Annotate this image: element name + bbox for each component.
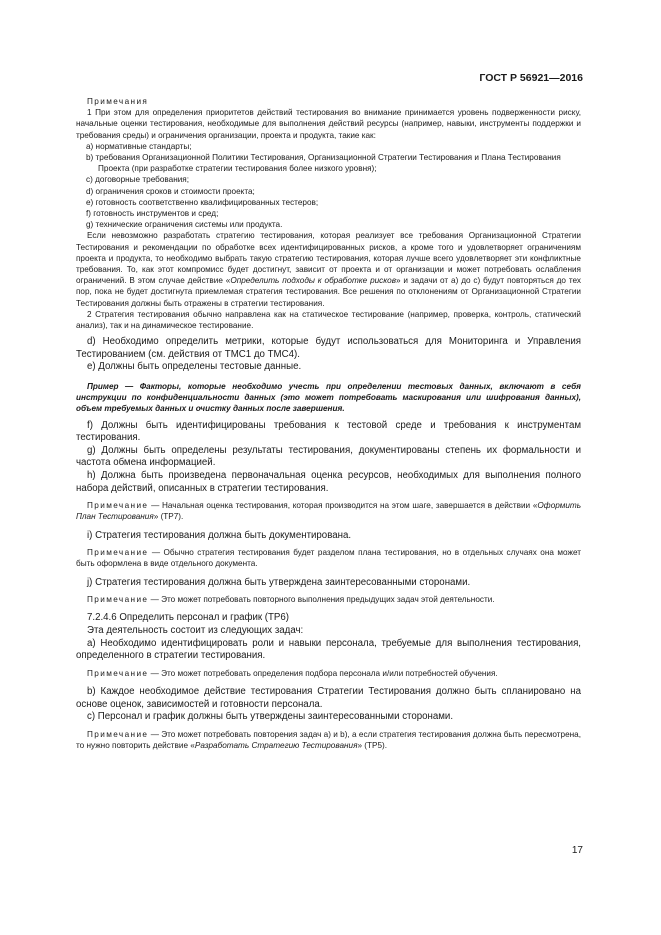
- list-item: c) договорные требования;: [86, 175, 190, 185]
- action-name: Определить подходы к обработке рисков: [230, 276, 396, 286]
- note-h: Примечание — Начальная оценка тестирования, которая производится на этом шаге, завершается в действии «Оформить План Тестирования» (ТР7).: [76, 501, 581, 522]
- task-c: c) Персонал и график должны быть утверждены заинтересованными сторонами.: [87, 711, 454, 723]
- task-d: d) Необходимо определить метрики, которые будут использоваться для Мониторинга и Управления Тестированием (см. действия от ТМС1 до ТМС4).: [76, 336, 581, 360]
- task-j: j) Стратегия тестирования должна быть утверждена заинтересованными сторонами.: [87, 576, 471, 588]
- list-item: b) требования Организационной Политики Тестирования, Организационной Стратегии Тестирования и Плана Тестирования Проекта (при разработке стратегии тестирования более низкого уровня);: [86, 153, 561, 174]
- task-a: a) Необходимо идентифицировать роли и навыки персонала, требуемые для выполнения тестирования, определенного в стратегии тестирования.: [76, 637, 581, 662]
- compromise-paragraph: Если невозможно разработать стратегию тестирования, которая реализует все требования Организационной Стратегии Тестирования и рекомендации по обработке всех идентифицированных рисков, а кроме того и удовлетворяет ограничениям проекта и продукта, то необходимо выбрать такую стратегию тестирования, которая лучше всего удовлетворяет эти конфликтные требования. То, как этот компромисс будет достигнут, зависит от проекта и от организации и может потребовать ослабления ограничений. В этом случае действие «Определить подходы к обработке рисков» и задачи от а) до с) будут повторяться до тех пор, пока не будет достигнута приемлемая стратегия тестирования. Все решения по отклонениям от Организационной Стратегии Тестирования должны быть отражены в стратегии тестирования.: [76, 231, 581, 308]
- section-intro: Эта деятельность состоит из следующих задач:: [87, 625, 304, 637]
- note-i: Примечание — Обычно стратегия тестирования будет разделом плана тестирования, но в отдельных случаях она может быть оформлена в виде отдельного документа.: [76, 548, 581, 569]
- task-e: e) Должны быть определены тестовые данные.: [87, 361, 302, 373]
- list-item: g) технические ограничения системы или продукта.: [86, 220, 283, 230]
- note-2: 2 Стратегия тестирования обычно направлена как на статическое тестирование (например, проверка, контроль, статический анализ), так и на динамическое тестирование.: [76, 309, 581, 331]
- page-body: [76, 96, 581, 751]
- example-paragraph: Пример — Факторы, которые необходимо учесть при определении тестовых данных, включают в себя инструкции по конфиденциальности данных (это может потребовать маскирования или шифрования данных), объем требуемых данных и очистку данных после завершения.: [76, 382, 581, 414]
- note-c: Примечание — Это может потребовать повторения задач а) и b), а если стратегия тестирования должна быть пересмотрена, то нужно повторить действие «Разработать Стратегию Тестирования» (ТР5).: [76, 729, 581, 750]
- task-h: h) Должна быть произведена первоначальная оценка ресурсов, необходимых для выполнения полного набора действий, описанных в стратегии тестирования.: [76, 470, 581, 494]
- note-j: Примечание — Это может потребовать повторного выполнения предыдущих задач этой деятельности.: [87, 595, 495, 605]
- task-b: b) Каждое необходимое действие тестирования Стратегии Тестирования должно быть спланировано на основе оценок, зависимостей и готовности персонала.: [76, 686, 581, 710]
- note-a: Примечание — Это может потребовать определения подбора персонала и/или потребностей обучения.: [87, 668, 498, 678]
- notes-heading: Примечания: [87, 97, 149, 106]
- task-g: g) Должны быть определены результаты тестирования, документированы степень их формальности и частота обмена информацией.: [76, 444, 581, 469]
- section-heading: 7.2.4.6 Определить персонал и график (ТР6): [87, 612, 290, 624]
- task-f: f) Должны быть идентифицированы требования к тестовой среде и требования к инструментам тестирования.: [76, 419, 581, 444]
- list-item: f) готовность инструментов и сред;: [86, 209, 219, 219]
- list-item: e) готовность соответственно квалифицированных тестеров;: [86, 197, 319, 207]
- document-header: ГОСТ Р 56921—2016: [479, 72, 583, 84]
- list-item: a) нормативные стандарты;: [86, 141, 192, 151]
- list-item: d) ограничения сроков и стоимости проекта;: [86, 186, 255, 196]
- task-i: i) Стратегия тестирования должна быть документирована.: [87, 529, 352, 541]
- note-1: 1 При этом для определения приоритетов действий тестирования во внимание принимается уровень подверженности риску, начальные оценки тестирования, необходимые для выполнения действий ресурсы (например, навыки, инструменты поддержки и требования среды) и ограничения организации, проекта и продукта, такие как:: [76, 108, 581, 140]
- page-number: 17: [571, 845, 583, 856]
